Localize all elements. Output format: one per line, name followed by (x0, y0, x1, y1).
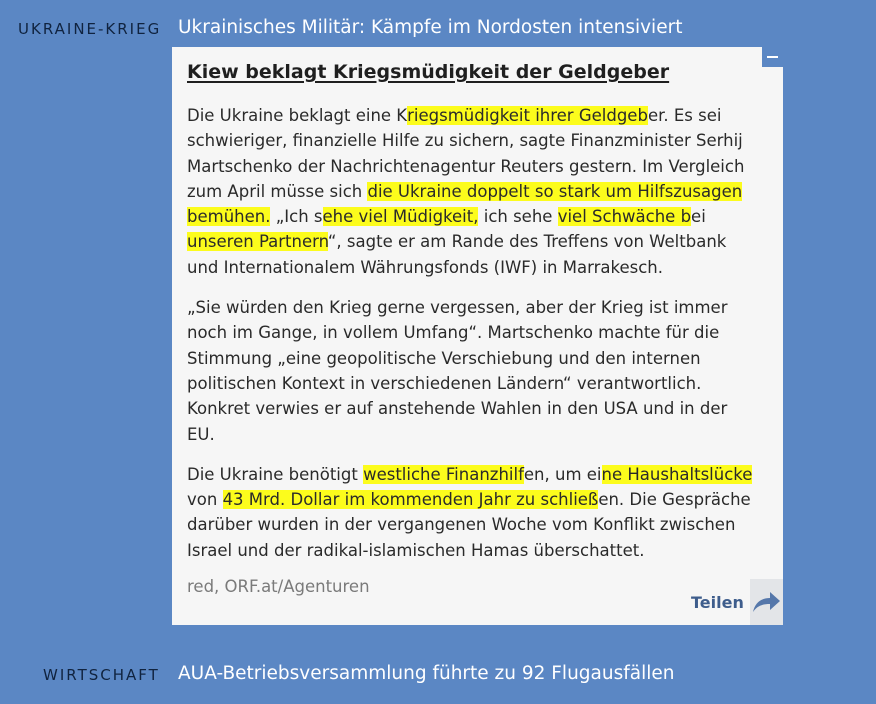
section-label-wirtschaft: WIRTSCHAFT (43, 666, 160, 684)
highlighted-text: ne Haushaltslücke (601, 464, 753, 484)
highlighted-text: riegsmüdigkeit ihrer Geldgeb (407, 106, 648, 125)
text-segment: “, sagte er am Rande des Treffens von Weltbank und Internationalem Währungsfonds (IWF) in Marrakesch. (187, 232, 727, 277)
article-paragraph-3 (187, 462, 759, 563)
share-button[interactable] (691, 579, 783, 625)
highlighted-text: ehe viel Müdigkeit, (322, 207, 479, 227)
text-segment: „Ich s (270, 207, 323, 227)
expanded-article (172, 47, 783, 625)
section-label-ukraine: UKRAINE-KRIEG (18, 20, 162, 38)
text-segment: von (187, 490, 223, 510)
story-row-bottom (0, 656, 876, 692)
highlighted-text: die Ukraine doppelt so stark um Hilfszusagen bemühen. (187, 181, 743, 227)
article-paragraph-2: „Sie würden den Krieg gerne vergessen, aber der Krieg ist immer noch im Gange, in vollem Umfang“. Martschenko machte für die Stimmung „eine geopolitische Verschiebung und den internen politischen Kontext in verschiedenen Ländern“ verantwortlich. Konkret verwies er auf anstehende Wahlen in den USA und in der EU. (187, 298, 728, 444)
article-paragraph-1 (187, 103, 759, 280)
text-segment: Die Ukraine beklagt eine K (187, 106, 408, 125)
text-segment: ich sehe (478, 207, 558, 227)
text-segment: en. Die Gespräche darüber wurden in der vergangenen Woche vom Konflikt zwischen Israel und der radikal-islamischen Hamas überschattet. (187, 490, 751, 560)
collapse-button[interactable] (762, 47, 783, 67)
highlighted-text: unseren Partnern (187, 232, 328, 252)
text-segment: er. Es sei schwieriger, finanzielle Hilfe zu sichern, sagte Finanzminister Serhij Martschenko der Nachrichtenagentur Reuters gestern. Im Vergleich zum April müsse sich (187, 106, 745, 201)
text-segment: en, um ei (523, 464, 602, 484)
story-row-top (0, 10, 876, 46)
article-title: Kiew beklagt Kriegsmüdigkeit der Geldgeber (187, 61, 670, 83)
headline-link-aua[interactable]: AUA-Betriebsversammlung führte zu 92 Flugausfällen (178, 663, 675, 684)
highlighted-text: westliche Finanzhilf (363, 464, 524, 484)
headline-link-ukraine-military[interactable]: Ukrainisches Militär: Kämpfe im Nordosten intensiviert (178, 17, 683, 38)
minus-icon (767, 56, 778, 58)
highlighted-text: viel Schwäche b (557, 207, 692, 227)
text-segment: Die Ukraine benötigt (187, 464, 364, 484)
share-arrow-icon (750, 579, 783, 625)
highlighted-text: 43 Mrd. Dollar im kommenden Jahr zu schließ (222, 490, 599, 510)
share-label: Teilen (691, 592, 744, 612)
text-segment: ei (691, 207, 706, 227)
article-source: red, ORF.at/Agenturen (187, 577, 370, 596)
article-body (187, 103, 759, 578)
